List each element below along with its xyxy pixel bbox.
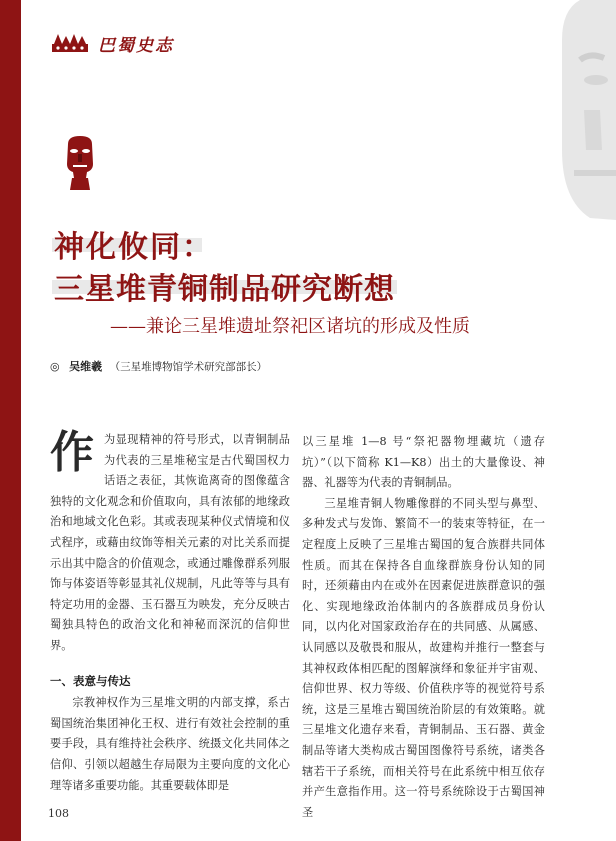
bronze-crown-icon bbox=[50, 32, 90, 54]
right-paragraph-1: 以三星堆 1—8 号“祭祀器物埋藏坑（遗存坑）”（以下简称 K1—K8）出土的大量像设、神器、礼器等为代表的青铜制品。 bbox=[302, 435, 545, 490]
journal-title: 巴蜀史志 bbox=[98, 35, 174, 56]
page-number: 108 bbox=[48, 807, 69, 820]
bronze-mask-decoration-icon bbox=[540, 0, 616, 220]
right-paragraph-2: 三星堆青铜人物雕像群的不同头型与鼻型、多种发式与发饰、繁简不一的装束等特征，在一定程度上反映了三星堆古蜀国的复合族群共同体性质。而其在保持各自血缘群族身份认知的同时，还须藉由内在或外在因素促进族群意识的强化、实现地缘政治体制内的各族群成员身份认同，以内化对国家政治存在的共同感、从属感、认同感以及敬畏和服从，故建构并推行一整套与其神权政体相匹配的图解演绎和象征并宇宙观、信仰世界、权力等级、价值秩序等的视觉符号系统，这是三星堆古蜀国统治阶层的有效策略。就三星堆文化遗存来看，青铜制品、玉石器、黄金制品等诸大类构成古蜀国图像符号系统，诸类各辖若干子系统，而相关符号在此系统中相互依存并产生意指作用。这一符号系统除设于古蜀国神圣 bbox=[302, 496, 545, 819]
intro-text: 为显现精神的符号形式，以青铜制品为代表的三星堆秘宝是古代蜀国权力话语之表征，其恢诡离奇的图像蕴含独特的文化观念和价值取向，具有浓郁的地缘政治和地域文化色彩。其或表现某种仪式情境和仪式程序，或藉由纹饰等相关元素的对比关系而提示出其中隐含的价值观念，或通过雕像群系列服饰与体姿语等彰显其礼仪规制，凡此等等与具有特定功用的金器、玉石器互为映发，充分反映古蜀独具特色的政治文化和神秘而深沉的信仰世界。 bbox=[50, 433, 290, 652]
section-heading: 一、表意与传达 bbox=[50, 673, 131, 688]
author-marker: ◎ bbox=[50, 360, 60, 373]
article-title-line2: 三星堆青铜制品研究断想 bbox=[54, 272, 395, 307]
article-title-line1: 神化攸同： bbox=[54, 230, 214, 265]
intro-paragraph bbox=[50, 427, 290, 657]
author-affiliation: （三星堆博物馆学术研究部部长） bbox=[109, 361, 268, 373]
journal-header bbox=[50, 28, 174, 58]
left-column bbox=[50, 427, 290, 796]
author-name: 吴维羲 bbox=[69, 360, 103, 373]
section-paragraph: 宗教神权作为三星堆文明的内部支撑，系古蜀国统治集团神化王权、进行有效社会控制的重要手段，具有维持社会秩序、统摄文化共同体之信仰、引领以超越生存局限为主要向度的文化心理等诸多重要功能。其重要载体即是 bbox=[50, 696, 290, 792]
drop-cap: 作 bbox=[50, 427, 94, 478]
left-decorative-bar bbox=[0, 0, 21, 841]
author-line bbox=[50, 358, 267, 374]
article-subtitle: ——兼论三星堆遗址祭祀区诸坑的形成及性质 bbox=[110, 316, 470, 337]
bronze-head-icon bbox=[62, 134, 98, 192]
right-column bbox=[302, 432, 545, 823]
